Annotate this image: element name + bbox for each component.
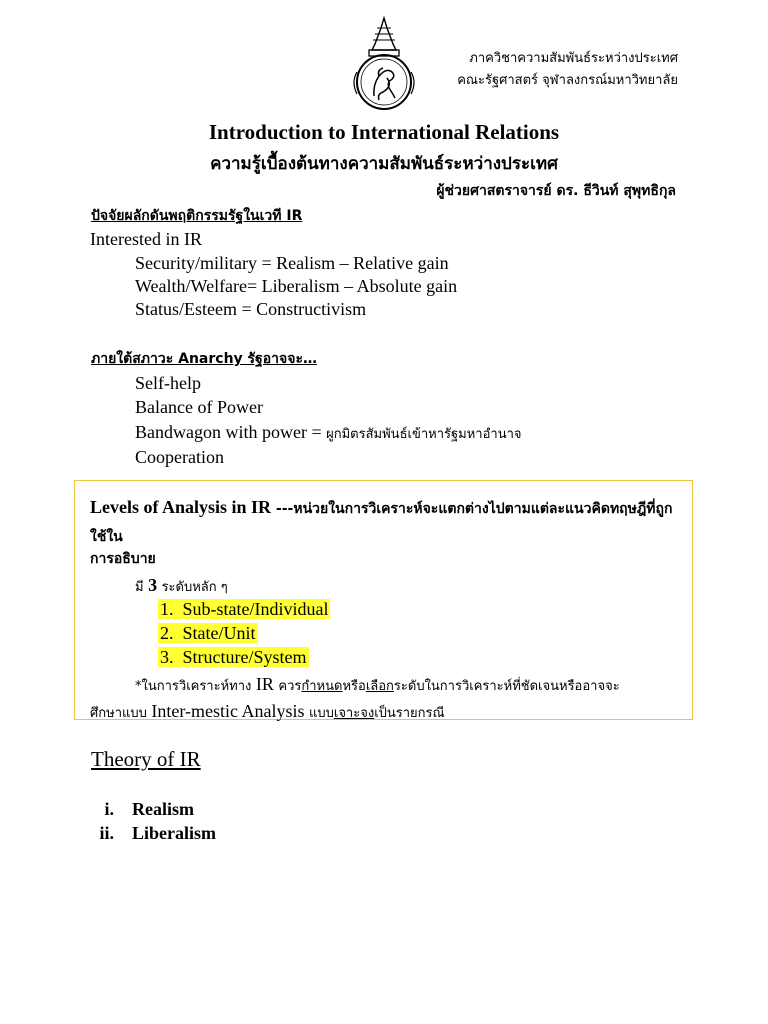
chulalongkorn-seal-icon xyxy=(343,16,425,112)
level-label: State/Unit xyxy=(182,623,256,643)
university-seal-logo xyxy=(343,16,425,112)
theory-item xyxy=(70,799,194,820)
section2-heading: ภายใต้สภาวะ Anarchy รัฐอาจจะ… xyxy=(91,351,317,367)
levels-count xyxy=(135,574,228,599)
department-header xyxy=(457,48,678,92)
note-underlined: กำหนด xyxy=(301,679,343,694)
author-line: ผู้ช่วยศาสตราจารย์ ดร. ธีวินท์ สุพุทธิกุล xyxy=(436,183,676,199)
theory-item-number: i. xyxy=(104,799,114,819)
level-item-highlight xyxy=(158,599,330,619)
note-text: ควร xyxy=(278,679,302,694)
theory-item-label: Liberalism xyxy=(132,823,216,843)
theory-item xyxy=(70,823,216,844)
levels-title-thai: ---หน่วยในการวิเคราะห์จะแตกต่างไปตามแต่ละแนวคิดทฤษฎีที่ถูกใช้ใน xyxy=(90,501,673,545)
section2-item: Self-help xyxy=(135,373,201,393)
note-intermestic: Inter-mestic Analysis xyxy=(151,701,305,721)
section1-item: Wealth/Welfare= Liberalism – Absolute gain xyxy=(135,276,458,296)
section1-heading: ปัจจัยผลักดันพฤติกรรมรัฐในเวที IR xyxy=(91,208,303,224)
bandwagon-thai: ผูกมิตรสัมพันธ์เข้าหารัฐมหาอำนาจ xyxy=(326,427,522,442)
note-text: เป็นรายกรณี xyxy=(374,706,445,721)
section2-item: Cooperation xyxy=(135,447,224,467)
levels-count-prefix: มี xyxy=(135,580,144,595)
level-item-highlight xyxy=(158,647,309,667)
note-text: ระดับในการวิเคราะห์ที่ชัดเจนหรืออาจจะ xyxy=(393,679,620,694)
levels-title xyxy=(90,494,680,550)
level-label: Structure/System xyxy=(182,647,307,667)
note-text: ศึกษาแบบ xyxy=(90,706,147,721)
section2-item: Balance of Power xyxy=(135,397,263,417)
levels-title-continued: การอธิบาย xyxy=(90,551,156,567)
note-ir: IR xyxy=(255,674,274,694)
document-title: Introduction to International Relations xyxy=(208,120,560,144)
level-item xyxy=(158,646,309,669)
section2-item-bandwagon xyxy=(135,421,522,446)
level-item xyxy=(158,622,258,645)
department-line-1: ภาควิชาความสัมพันธ์ระหว่างประเทศ xyxy=(469,51,678,66)
section1-item: Status/Esteem = Constructivism xyxy=(135,299,367,319)
bandwagon-label: Bandwagon with power = xyxy=(135,422,322,442)
theory-heading: Theory of IR xyxy=(91,747,201,771)
document-subtitle: ความรู้เบื้องต้นทางความสัมพันธ์ระหว่างประเทศ xyxy=(210,154,558,174)
levels-count-number: 3 xyxy=(148,575,158,595)
note-text: หรือ xyxy=(342,679,366,694)
section1-intro: Interested in IR xyxy=(90,229,202,249)
level-number: 2. xyxy=(160,623,174,643)
section1-item: Security/military = Realism – Relative gain xyxy=(135,253,449,273)
note-underlined: เลือก xyxy=(365,679,394,694)
department-line-2: คณะรัฐศาสตร์ จุฬาลงกรณ์มหาวิทยาลัย xyxy=(457,73,678,88)
note-underlined: เจาะจง xyxy=(333,706,375,721)
note-text: *ในการวิเคราะห์ทาง xyxy=(135,679,252,694)
level-number: 1. xyxy=(160,599,174,619)
level-item xyxy=(158,598,330,621)
level-item-highlight xyxy=(158,623,258,643)
levels-note-line1 xyxy=(135,673,620,698)
levels-title-en: Levels of Analysis in IR xyxy=(90,497,272,517)
note-text: แบบ xyxy=(308,706,334,721)
level-label: Sub-state/Individual xyxy=(182,599,329,619)
theory-item-number: ii. xyxy=(99,823,114,843)
level-number: 3. xyxy=(160,647,174,667)
levels-note-line2 xyxy=(90,700,445,725)
theory-item-label: Realism xyxy=(132,799,194,819)
levels-count-suffix: ระดับหลัก ๆ xyxy=(161,580,228,595)
